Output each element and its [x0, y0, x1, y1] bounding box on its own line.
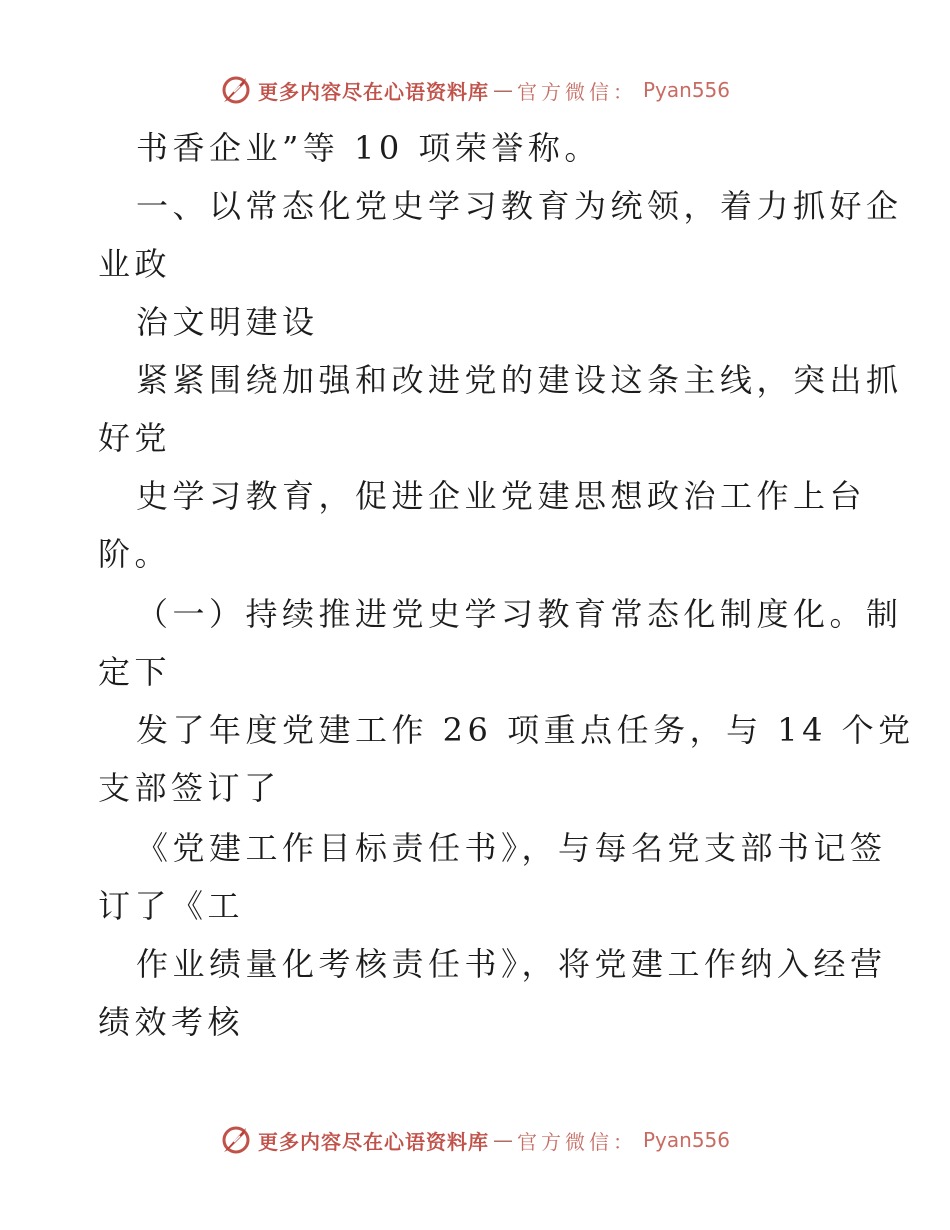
body-line: 作业绩量化考核责任书》，将党建工作纳入经营	[136, 945, 887, 983]
section-heading-cont: 业政	[98, 245, 172, 283]
header-banner	[0, 70, 950, 110]
section-heading-cont: 治文明建设	[136, 303, 319, 341]
body-line: 绩效考核	[98, 1003, 245, 1041]
banner-dash: —	[492, 78, 513, 102]
body-line: 书香企业”等 10 项荣誉称。	[136, 129, 601, 167]
banner-dash: —	[492, 1128, 513, 1152]
body-line: 定下	[98, 653, 172, 691]
banner-wechat-label: 官方微信：	[516, 1129, 637, 1154]
banner-wechat-label: 官方微信：	[516, 79, 637, 104]
subsection-heading: （一）持续推进党史学习教育常态化制度化。制	[136, 595, 903, 633]
banner-promo-text: 更多内容尽在心语资料库	[257, 79, 489, 104]
body-line: 史学习教育，促进企业党建思想政治工作上台	[136, 477, 867, 515]
banner-wechat-id: Pyan556	[642, 78, 730, 102]
body-line: 好党	[98, 419, 172, 457]
section-heading: 一、以常态化党史学习教育为统领，着力抓好企	[136, 187, 903, 225]
body-line: 支部签订了	[98, 769, 281, 807]
quill-pen-circle-icon	[220, 1124, 252, 1156]
quill-pen-circle-icon	[220, 74, 252, 106]
body-line: 发了年度党建工作 26 项重点任务，与 14 个党	[136, 711, 915, 749]
body-line: 《党建工作目标责任书》，与每名党支部书记签	[136, 829, 887, 867]
body-line: 紧紧围绕加强和改进党的建设这条主线，突出抓	[136, 361, 903, 399]
banner-promo-text: 更多内容尽在心语资料库	[257, 1129, 489, 1154]
banner-wechat-id: Pyan556	[642, 1128, 730, 1152]
footer-banner	[0, 1120, 950, 1160]
body-line: 订了《工	[98, 887, 245, 925]
body-line: 阶。	[98, 535, 172, 573]
